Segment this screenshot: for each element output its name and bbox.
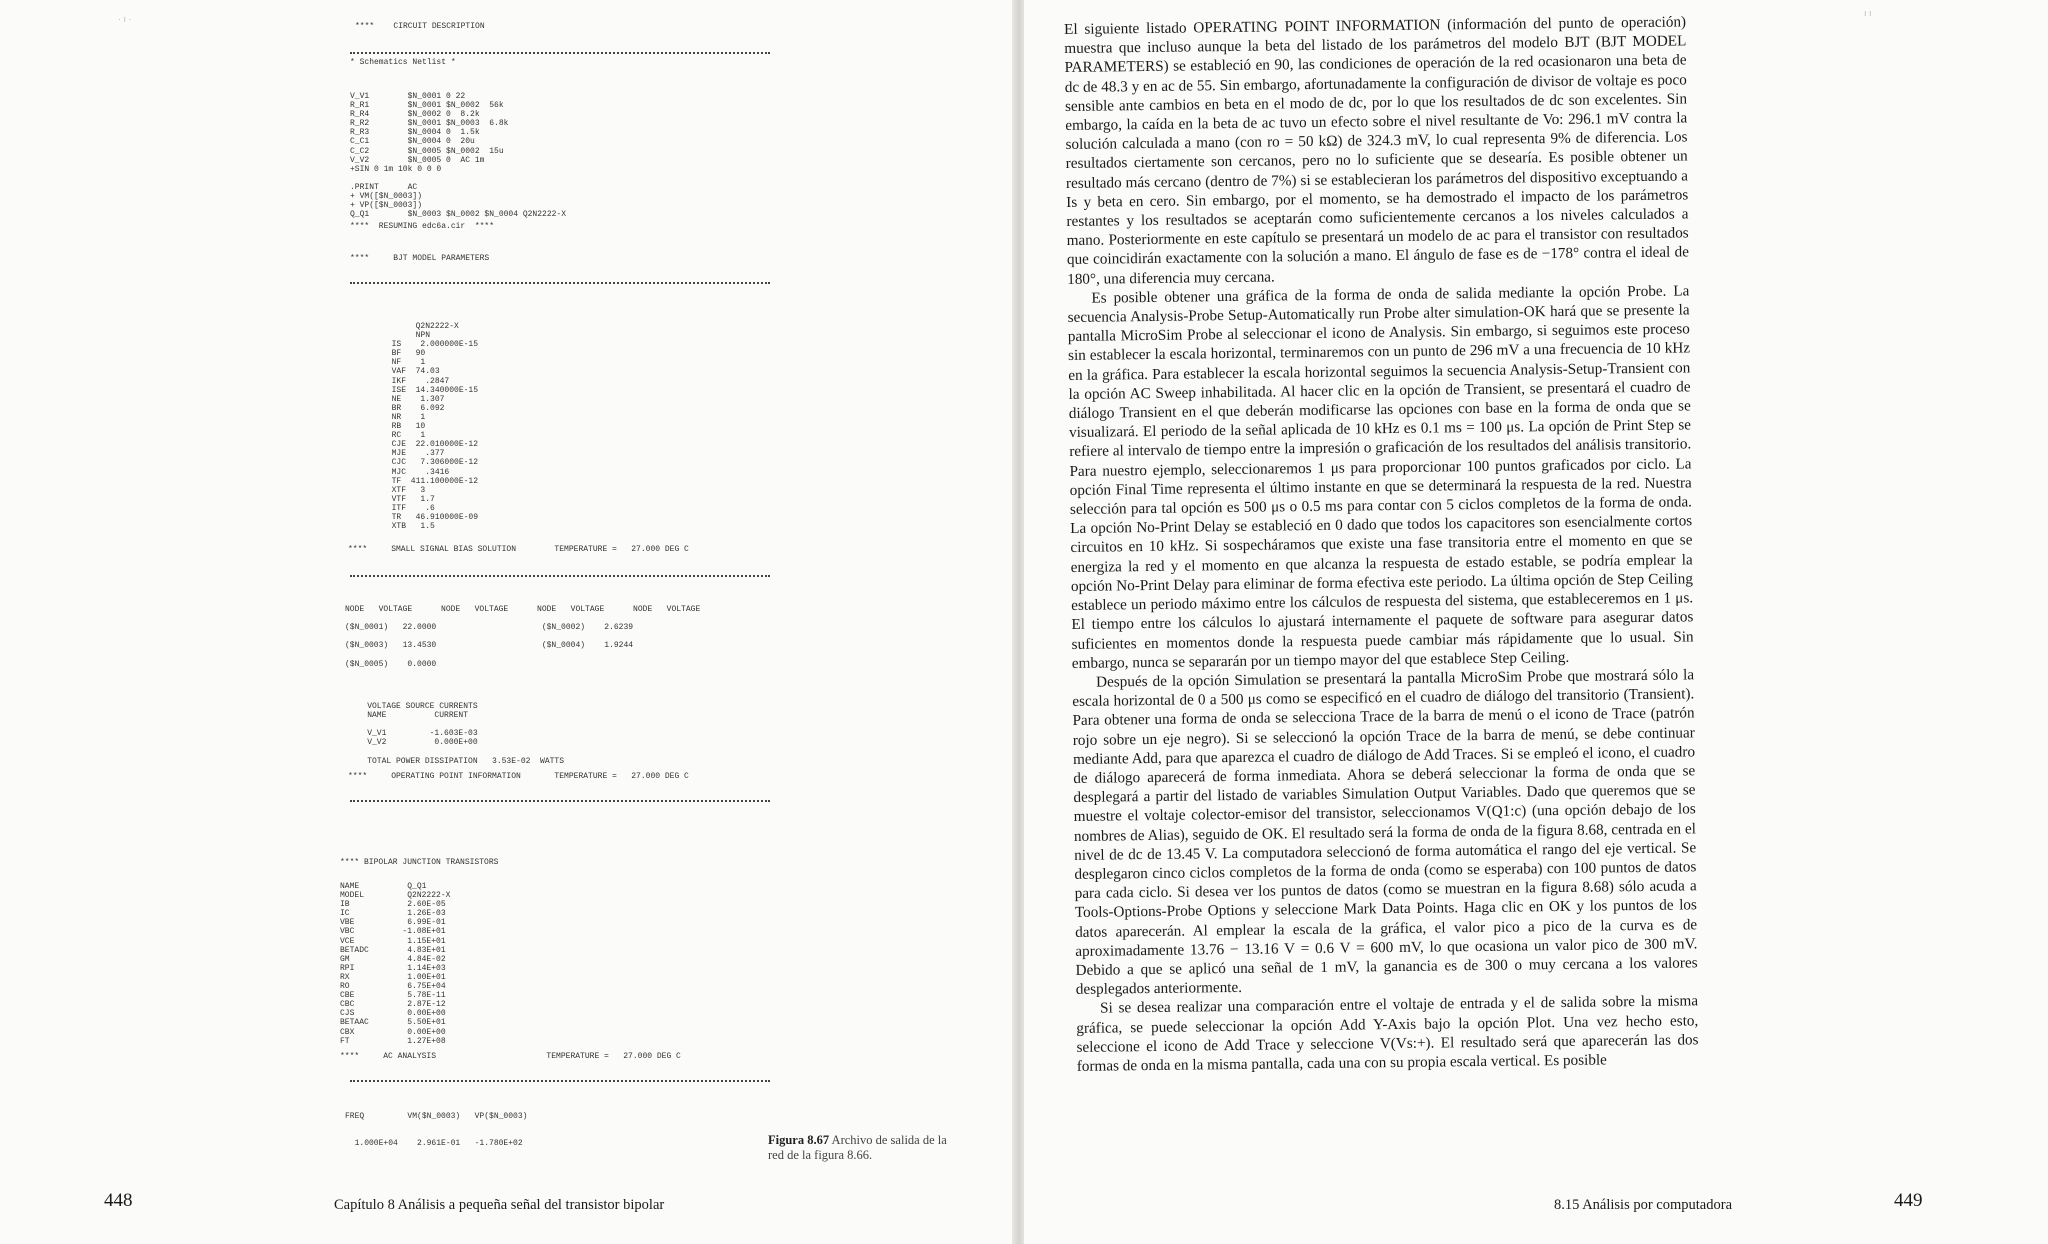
page-number-left: 448 [104, 1190, 133, 1211]
bjt-model-parameters: Q2N2222-X NPN IS 2.000000E-15 BF 90 NF 1 VAF 74.03 IKF .2847 ISE 14.340000E-15 NE 1.307 BR 6.092 NR 1 RB 10 RC 1 CJE 22.010000E-12 MJE .377 CJC 7.306000E-12 MJC .3416 TF 411.100000E-12 XTF 3 VTF 1.7 ITF .6 TR 46.910000E-09 XTB 1.5 [391, 322, 479, 532]
operating-point-heading: **** OPERATING POINT INFORMATION TEMPERATURE = 27.000 DEG C [348, 772, 689, 781]
separator-line [350, 575, 770, 580]
footer-section: 8.15 Análisis por computadora [1554, 1197, 1733, 1213]
left-page [0, 0, 1014, 1244]
figure-caption [768, 1133, 948, 1163]
bias-solution-heading: **** SMALL SIGNAL BIAS SOLUTION TEMPERATURE = 27.000 DEG C [348, 545, 689, 554]
paragraph: El siguiente listado OPERATING POINT INFORMATION (información del punto de operación) muestra que incluso aunque la beta del listado de los parámetros del modelo BJT (BJT MODEL PARAMETERS) se estableció en 90, las condiciones de operación de la red ocasionaron una beta de dc de 48.3 y en ac de 55. Sin embargo, afortunadamente la configuración de divisor de voltaje es poco sensible ante cambios en beta en el modo de dc, por lo que los resultados de dc son excelentes. Sin embargo, la caída en la beta de ac tuvo un efecto sobre el nivel resultante de Vo: 296.1 mV contra la solución calculada a mano (con ro = 50 kΩ) de 324.3 mV, lo cual representa 9% de diferencia. Los resultados ciertamente son cercanos, pero no lo suficiente que se desearía. Es posible obtener un resultado más cercano (dentro de 7%) si se establecieran los parámetros del dispositivo exceptuando a Is y beta en cero. Sin embargo, por el momento, se ha demostrado el impacto de los parámetros restantes y los resultados se aceptarán como suficientemente cercanos a los niveles calculados a mano. Posteriormente en este capítulo se presentará un modelo de ac para el transistor con resultados que coincidirán exactamente con la solución a mano. El ángulo de fase es de −178° contra el ideal de 180°, una diferencia muy cercana. [1064, 13, 1689, 288]
ac-analysis-heading: **** AC ANALYSIS TEMPERATURE = 27.000 DEG C [340, 1052, 681, 1061]
figure-label: Figura 8.67 [768, 1133, 830, 1147]
voltage-source-currents: VOLTAGE SOURCE CURRENTS NAME CURRENT V_V1 -1.603E-03 V_V2 0.000E+00 TOTAL POWER DISSIPATION 3.53E-02 WATTS [367, 702, 565, 766]
resuming-line: **** RESUMING edc6a.cir **** [350, 222, 495, 231]
page-number-right: 449 [1894, 1190, 1923, 1211]
netlist-title: * Schematics Netlist * [350, 58, 456, 67]
corner-mark: · ı · [118, 14, 132, 24]
node-voltage-table: NODE VOLTAGE NODE VOLTAGE NODE VOLTAGE NODE VOLTAGE ($N_0001) 22.0000 ($N_0002) 2.6239 ($N_0003) 13.4530 ($N_0004) 1.9244 ($N_0005) 0.0000 [345, 605, 701, 669]
bipolar-transistors-heading: **** BIPOLAR JUNCTION TRANSISTORS [340, 858, 499, 867]
body-text [1064, 12, 1699, 1076]
circuit-description-heading: **** CIRCUIT DESCRIPTION [355, 22, 485, 31]
separator-line [350, 282, 770, 287]
ac-analysis-table: FREQ VM($N_0003) VP($N_0003) 1.000E+04 2.961E-01 -1.780E+02 [345, 1112, 528, 1149]
schematics-netlist: V_V1 $N_0001 0 22 R_R1 $N_0001 $N_0002 56k R_R4 $N_0002 0 8.2k R_R2 $N_0001 $N_0003 6.8k R_R3 $N_0004 0 1.5k C_C1 $N_0004 0 20u C_C2 $N_0005 $N_0002 15u V_V2 $N_0005 0 AC 1m +SIN 0 1m 10k 0 0 0 .PRINT AC + VM([$N_0003]) + VP([$N_0003]) Q_Q1 $N_0003 $N_0002 $N_0004 Q2N2222-X [350, 92, 567, 220]
figure-caption-text: Archivo de salida de la red de la figura 8.66. [768, 1133, 947, 1162]
separator-line [350, 52, 770, 57]
paragraph: Es posible obtener una gráfica de la forma de onda de salida mediante la opción Probe. La secuencia Analysis-Probe Setup-Automatically run Probe alter simulation-OK hará que se presente la pantalla MicroSim Probe al seleccionar el icono de Analysis. Sin embargo, si seguimos este proceso sin establecer la escala horizontal, terminaremos con un punto de 296 mV a una frecuencia de 10 kHz en la gráfica. Para establecer la escala horizontal seguimos la secuencia Analysis-Setup-Transient con la opción AC Sweep inhabilitada. Al hacer clic en la opción de Transient, se presentará el cuadro de diálogo Transient en el que deberán modificarse las opciones con base en la forma de onda que se visualizará. El periodo de la señal aplicada de 10 kHz es 0.1 ms = 100 μs. La opción de Print Step se refiere al intervalo de tiempo entre la impresión o graficación de los resultados del análisis transitorio. Para nuestro ejemplo, seleccionaremos 1 μs para proporcionar 100 puntos graficados por ciclo. La opción Final Time representa el último instante en que se determinará la respuesta de la red. Nuestra selección para tal opción es 500 μs o 0.5 ms para contar con 5 ciclos completos de la forma de onda. La opción No-Print Delay se estableció en 0 dado que todos los capacitores son esencialmente cortos circuitos en 10 kHz. Si sospecháramos que existe una fase transitoria entre el momento en que se energiza la red y el momento en que alcanza la respuesta de estado estable, se podría emplear la opción No-Print Delay para eliminar de forma efectiva este periodo. La última opción de Step Ceiling establece un periodo máximo entre los cálculos de respuesta del sistema, que estableceremos en 1 μs. El tiempo entre los cálculos lo ajustará internamente el paquete de software para asegurar datos suficientes en momentos donde la respuesta puede cambiar más rápidamente que lo usual. Sin embargo, nunca se separarán por un tiempo mayor del que establece Step Ceiling. [1067, 282, 1694, 672]
separator-line [350, 1080, 770, 1085]
bjt-model-heading: **** BJT MODEL PARAMETERS [350, 254, 490, 263]
separator-line [350, 800, 770, 805]
paragraph: Después de la opción Simulation se presentará la pantalla MicroSim Probe que mostrará sólo la escala horizontal de 0 a 500 μs como se especificó en el cuadro de diálogo del transitorio (Transient). Para obtener una forma de onda se selecciona Trace de la barra de menú o el icono de Trace (patrón rojo sobre un eje negro). Si se seleccionó la opción Trace de la barra de menú, se debe continuar mediante Add, para que aparezca el cuadro de diálogo de Add Traces. Si se empleó el icono, el cuadro de diálogo aparecerá de forma inmediata. Ahora se deberá seleccionar la forma de onda que se desplegará a partir del listado de variables Simulation Output Variables. Dado que queremos que se muestre el voltaje colector-emisor del transistor, seleccionamos V(Q1:c) (una opción debajo de los nombres de Alias), seguido de OK. El resultado será la forma de onda de la figura 8.68, centrada en el nivel de dc de 13.45 V. La computadora seleccionó de forma automática el rango del eje vertical. Se desplegaron cinco ciclos completos de la forma de onda (como se esperaba) con 100 puntos de datos para cada ciclo. Si desea ver los puntos de datos (como se muestran en la figura 8.68) sólo acuda a Tools-Options-Probe Options y seleccione Mark Data Points. Haga clic en OK y los puntos de los datos aparecerán. Al emplear la escala de la gráfica, el valor pico a pico de la curva es de aproximadamente 13.76 − 13.16 V = 0.6 V = 600 mV, lo que ocasiona un valor pico de 300 mV. Debido a que se aplicó una señal de 1 mV, la ganancia es de 300 o muy cercana a los valores desplegados anteriormente. [1072, 666, 1698, 999]
paragraph: Si se desea realizar una comparación entre el voltaje de entrada y el de salida sobre la misma gráfica, se puede seleccionar la opción Add Y-Axis bajo la opción Plot. Una vez hecho esto, seleccione el icono de Add Trace y seleccione V(Vs:+). El resultado será que aparecerán las dos formas de onda en la misma pantalla, cada una con su propia escala vertical. Es posible [1076, 992, 1699, 1075]
bjt-operating-point: NAME Q_Q1 MODEL Q2N2222-X IB 2.60E-05 IC 1.26E-03 VBE 6.99E-01 VBC -1.08E+01 VCE 1.15E+01 BETADC 4.83E+01 GM 4.84E-02 RPI 1.14E+03 RX 1.00E+01 RO 6.75E+04 CBE 5.78E-11 CBC 2.87E-12 CJS 0.00E+00 BETAAC 5.50E+01 CBX 0.00E+00 FT 1.27E+08 [340, 882, 451, 1046]
footer-chapter: Capítulo 8 Análisis a pequeña señal del transistor bipolar [334, 1197, 665, 1213]
corner-mark: ı ı [1864, 8, 1872, 18]
